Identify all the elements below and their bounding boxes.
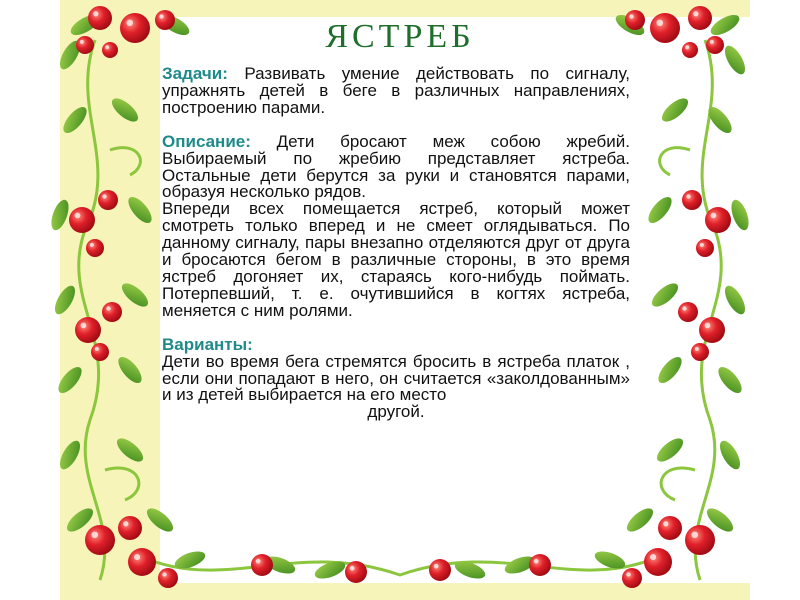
variants-text: Дети во время бега стремятся бросить в ястреба платок , если они попадают в него, он считается «заколдованным» и из детей выбирается на его место [162, 351, 630, 405]
game-description [162, 66, 630, 421]
description-label: Описание: [162, 131, 251, 151]
description-paragraph [162, 131, 631, 202]
variants-paragraph [162, 334, 630, 422]
tasks-text: Развивать умение действовать по сигналу, упражнять детей в беге в различных направлениях, построению парами. [162, 64, 631, 117]
description-text-2: Впереди всех помещается ястреб, который может смотреть только вперед и не смеет оглядываться. По данному сигналу, пары внезапно отделяются друг от друга и бросаются бегом в различные стороны, в это время ястреб догоняет их, стараясь кого-нибудь поймать. Потерпевший, т. е. очутившийся в когтях ястреба, меняется с ним ролями. [162, 199, 630, 320]
page-title: ЯСТРЕБ [325, 18, 475, 55]
tasks-paragraph [162, 66, 630, 117]
description-text-1: Дети бросают меж собою жребий. Выбираемый по жребию представляет ястреба. Остальные дети берутся за руки и становятся парами, образуя несколько рядов. [162, 131, 631, 202]
variants-label: Варианты: [162, 334, 253, 354]
description-paragraph-2 [162, 201, 630, 319]
variants-last-word: другой. [367, 402, 425, 422]
tasks-label: Задачи: [162, 64, 228, 83]
